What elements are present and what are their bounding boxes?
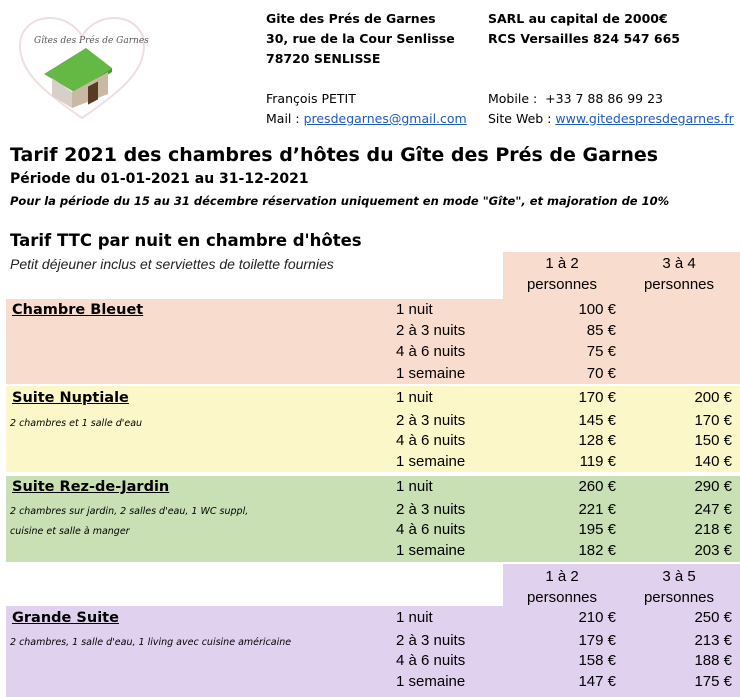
duration: 2 à 3 nuits	[396, 322, 466, 339]
column-header-line: 1 à 2	[545, 568, 579, 585]
address-block	[266, 9, 455, 69]
room-name: Chambre Bleuet	[12, 302, 144, 318]
room-block-nuptiale	[6, 386, 740, 472]
price-1-2: 100 €	[578, 301, 616, 318]
price-1-2: 260 €	[578, 478, 616, 495]
room-description: 2 chambres et 1 salle d'eau	[10, 418, 143, 429]
column-header-line: 3 à 5	[662, 568, 696, 585]
note: Pour la période du 15 au 31 décembre réservation uniquement en mode "Gîte", et majoration de 10%	[10, 194, 670, 208]
room-description: 2 chambres sur jardin, 2 salles d'eau, 1 WC suppl,	[10, 506, 249, 517]
contact-block-right	[488, 89, 734, 129]
room-block-rez-de-jardin	[6, 476, 740, 562]
column-header-line: 3 à 4	[662, 255, 696, 272]
duration: 1 semaine	[396, 673, 466, 690]
price-1-2: 145 €	[578, 412, 616, 429]
address-line: Gite des Prés de Garnes	[266, 11, 436, 26]
duration: 1 semaine	[396, 453, 466, 470]
price-3-4: 247 €	[694, 501, 732, 518]
room-description: cuisine et salle à manger	[10, 526, 130, 537]
column-header-line: personnes	[526, 589, 598, 606]
price-1-2: 119 €	[579, 453, 616, 470]
contact-block	[266, 89, 467, 129]
duration: 2 à 3 nuits	[396, 632, 466, 649]
price-3-5: 250 €	[694, 609, 732, 626]
column-header-line: personnes	[643, 276, 715, 293]
room-block-grande-suite	[6, 606, 740, 697]
house-logo-icon	[14, 12, 150, 122]
duration: 1 semaine	[396, 365, 466, 382]
mail-link[interactable]: presdegarnes@gmail.com	[303, 111, 467, 126]
section-subtitle: Petit déjeuner inclus et serviettes de toilette fournies	[10, 256, 334, 272]
column-header-line: 1 à 2	[545, 255, 579, 272]
web-link[interactable]: www.gitedespresdegarnes.fr	[555, 111, 734, 126]
company-line: RCS Versailles 824 547 665	[488, 31, 680, 46]
column-header-1	[503, 566, 621, 608]
mail-label: Mail :	[266, 111, 304, 126]
price-1-2: 158 €	[578, 652, 616, 669]
company-block	[488, 9, 680, 49]
price-3-4: 150 €	[694, 432, 732, 449]
price-3-4: 170 €	[694, 412, 732, 429]
column-header-line: personnes	[526, 276, 598, 293]
price-3-4: 200 €	[694, 389, 732, 406]
room-description: 2 chambres, 1 salle d'eau, 1 living avec cuisine américaine	[10, 637, 292, 648]
web-label: Site Web :	[488, 111, 556, 126]
price-1-2: 221 €	[578, 501, 616, 518]
price-1-2: 182 €	[578, 542, 616, 559]
price-3-4: 290 €	[694, 478, 732, 495]
column-header-2	[621, 566, 737, 608]
room-name: Grande Suite	[12, 610, 119, 626]
address-line: 78720 SENLISSE	[266, 51, 381, 66]
price-3-4: 218 €	[694, 521, 732, 538]
price-1-2: 70 €	[586, 365, 616, 382]
price-1-2: 147 €	[578, 673, 616, 690]
price-3-4: 140 €	[694, 453, 732, 470]
duration: 4 à 6 nuits	[396, 652, 466, 669]
logo-text: Gîtes des Prés de Garnes	[34, 36, 149, 46]
address-line: 30, rue de la Cour Senlisse	[266, 31, 455, 46]
duration: 1 nuit	[396, 389, 433, 406]
page-title: Tarif 2021 des chambres d’hôtes du Gîte des Prés de Garnes	[10, 144, 659, 166]
price-1-2: 85 €	[586, 322, 616, 339]
room-block-bleuet	[6, 299, 740, 384]
section-title: Tarif TTC par nuit en chambre d'hôtes	[10, 231, 362, 250]
price-3-5: 213 €	[694, 632, 732, 649]
duration: 1 nuit	[396, 301, 433, 318]
price-1-2: 195 €	[578, 521, 616, 538]
column-header-2	[621, 253, 737, 295]
duration: 4 à 6 nuits	[396, 343, 466, 360]
duration: 4 à 6 nuits	[396, 432, 466, 449]
duration: 2 à 3 nuits	[396, 412, 466, 429]
price-1-2: 210 €	[578, 609, 616, 626]
company-line: SARL au capital de 2000€	[488, 11, 668, 26]
mobile-label: Mobile :	[488, 91, 538, 106]
price-3-5: 175 €	[694, 673, 732, 690]
duration: 1 semaine	[396, 542, 466, 559]
duration: 1 nuit	[396, 609, 433, 626]
price-1-2: 179 €	[578, 632, 616, 649]
owner-name: François PETIT	[266, 91, 356, 106]
price-1-2: 170 €	[578, 389, 616, 406]
duration: 1 nuit	[396, 478, 433, 495]
price-1-2: 128 €	[578, 432, 616, 449]
mobile-number: +33 7 88 86 99 23	[545, 91, 663, 106]
logo	[14, 12, 150, 122]
column-header-1	[503, 253, 621, 295]
column-header-line: personnes	[643, 589, 715, 606]
price-3-5: 188 €	[694, 652, 732, 669]
period: Période du 01-01-2021 au 31-12-2021	[10, 171, 309, 187]
duration: 4 à 6 nuits	[396, 521, 466, 538]
room-name: Suite Rez-de-Jardin	[12, 479, 170, 495]
duration: 2 à 3 nuits	[396, 501, 466, 518]
price-3-4: 203 €	[694, 542, 732, 559]
price-1-2: 75 €	[586, 343, 616, 360]
room-name: Suite Nuptiale	[12, 390, 129, 406]
